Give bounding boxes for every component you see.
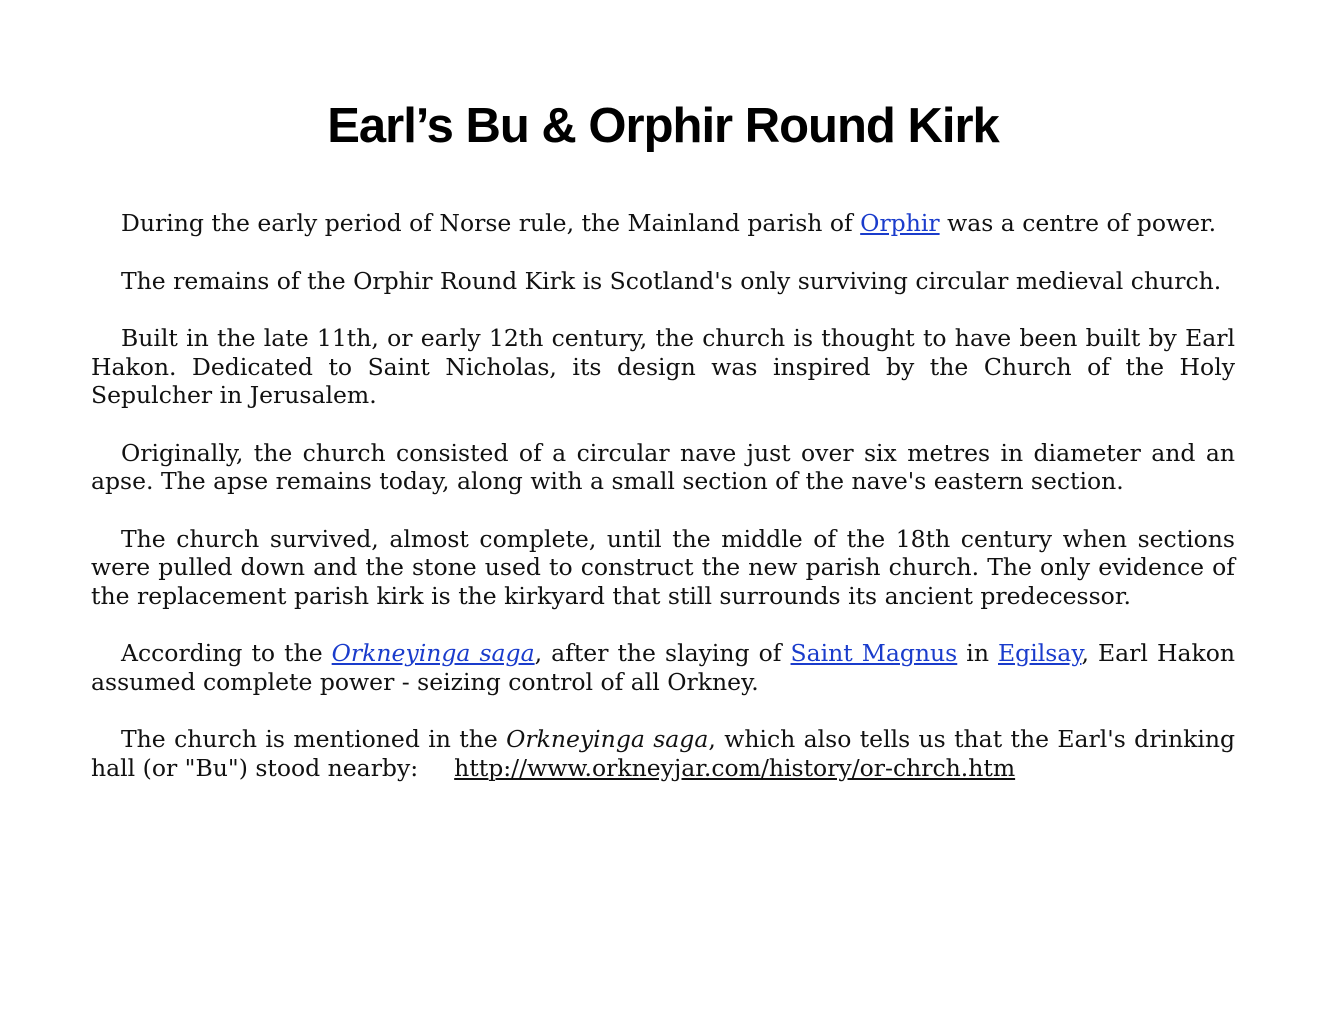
paragraph-text: According to the xyxy=(121,639,332,667)
article-body xyxy=(91,209,1235,782)
paragraph-built: Built in the late 11th, or early 12th century, the church is thought to have been built by Earl Hakon. Dedicated to Saint Nicholas, its design was inspired by the Church of the Holy Sepulcher in Jerusalem. xyxy=(91,324,1235,409)
paragraph-survived: The church survived, almost complete, until the middle of the 18th century when sections were pulled down and the stone used to construct the new parish church. The only evidence of the replacement parish kirk is the kirkyard that still surrounds its ancient predecessor. xyxy=(91,524,1235,610)
saga-title: Orkneyinga saga xyxy=(506,725,709,753)
source-url-link[interactable]: http://www.orkneyjar.com/history/or-chrch.htm xyxy=(454,753,1016,782)
paragraph-text: , which also tells us that the Earl's drinking hall (or "Bu") stood nearby: xyxy=(91,725,1236,782)
egilsay-link[interactable]: Egilsay xyxy=(998,639,1082,667)
document-page xyxy=(91,0,1235,811)
paragraph-originally: Originally, the church consisted of a circular nave just over six metres in diameter and an apse. The apse remains today, along with a small section of the nave's eastern section. xyxy=(91,438,1235,495)
paragraph-drinking-hall xyxy=(91,725,1235,782)
paragraph-text: During the early period of Norse rule, the Mainland parish of xyxy=(121,209,861,237)
orkneyinga-saga-link[interactable]: Orkneyinga saga xyxy=(331,639,535,667)
paragraph-text: in xyxy=(957,639,999,667)
orphir-link[interactable]: Orphir xyxy=(860,209,940,237)
paragraph-text: The church is mentioned in the xyxy=(121,725,507,753)
paragraph-saga-power xyxy=(91,639,1235,696)
saint-magnus-link[interactable]: Saint Magnus xyxy=(790,639,958,667)
paragraph-round-kirk: The remains of the Orphir Round Kirk is Scotland's only surviving circular medieval church. xyxy=(121,266,1222,295)
paragraph-text: , Earl Hakon assumed complete power - seizing control of all Orkney. xyxy=(91,639,1236,696)
paragraph-text: , after the slaying of xyxy=(534,639,791,667)
page-title: Earl’s Bu & Orphir Round Kirk xyxy=(327,99,999,153)
paragraph-text: was a centre of power. xyxy=(939,209,1217,237)
paragraph-orphir-power xyxy=(91,209,1235,238)
